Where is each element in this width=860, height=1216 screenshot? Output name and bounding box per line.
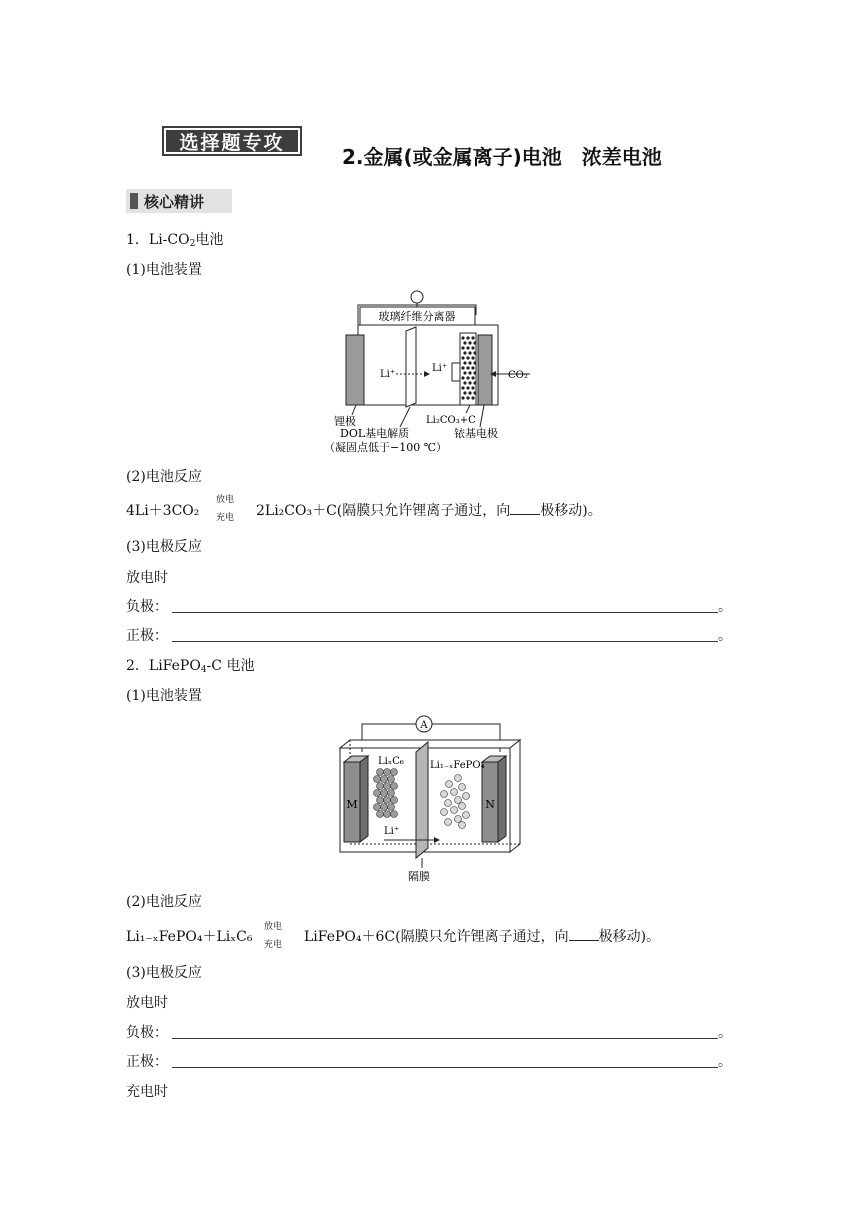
lithium-electrode [346,335,364,405]
electrolyte-note: （凝固点低于−100 ℃） [324,441,448,454]
lixc6-particles [374,769,398,818]
part2-sub3: (3)电极反应 [126,965,202,981]
part1-positive-period: 。 [718,628,732,644]
n-label: N [485,798,495,811]
part1-positive-label: 正极： [126,628,168,644]
part2-charge-time: 充电时 [126,1084,168,1100]
separator-label: 玻璃纤维分离器 [378,310,456,323]
part2-positive-period: 。 [718,1054,732,1070]
part1-negative-answer-line[interactable] [172,612,718,613]
part2-discharge-time: 放电时 [126,995,168,1011]
bulb-icon [411,291,423,303]
fepo4-particles [441,775,470,829]
li2co3-label: Li₂CO₃+C [426,415,476,426]
page-title: 2.金属(或金属离子)电池 浓差电池 [342,145,662,169]
part1-sub3: (3)电极反应 [126,539,202,555]
part2-discharge: 放电 [264,922,283,932]
part1-sub1: (1)电池装置 [126,262,202,278]
part2-reaction-left: Li₁₋ₓFePO₄＋LiₓC₆ [126,929,253,945]
membrane-label: 隔膜 [408,870,430,883]
lifepo4-diagram [330,712,530,884]
ir-electrode-label: 铱基电极 [454,427,498,440]
part1-positive-answer-line[interactable] [172,641,718,642]
part1-reaction-left: 4Li＋3CO₂ [126,503,200,519]
part2-positive-label: 正极： [126,1054,168,1070]
ammeter-label: A [420,720,428,731]
li-ion-left: Li⁺ [380,369,396,380]
co2-label: CO₂ [508,370,528,381]
li1xfepo4-label: Li₁₋ₓFePO₄ [430,760,485,771]
part2-reaction: LiFePO₄＋6C(隔膜只允许锂离子通过，向 极移动)。 [304,929,661,945]
answer-blank[interactable] [510,502,540,515]
li-ion-right: Li⁺ [432,363,448,374]
answer-blank[interactable] [569,928,599,941]
section-label: 核心精讲 [144,192,205,211]
part1-discharge: 放电 [216,495,235,505]
part2-negative-label: 负极： [126,1025,168,1041]
glass-fiber-separator [406,327,416,407]
m-label: M [346,798,358,811]
part2-negative-period: 。 [718,1025,732,1041]
part1-reaction: 2Li₂CO₃＋C(隔膜只允许锂离子通过，向 极移动)。 [256,503,602,519]
part2-positive-answer-line[interactable] [172,1067,718,1068]
part2-heading: 2．LiFePO$_4$-C 电池 [126,658,255,675]
li-ion-label: Li⁺ [384,826,400,837]
electrolyte-label: DOL基电解质 [340,427,410,440]
part1-negative-label: 负极： [126,599,168,615]
section-header [126,189,232,213]
section-bar-icon [130,193,138,209]
part2-sub1: (1)电池装置 [126,688,202,704]
li-co2-diagram [320,285,550,460]
part1-sub2: (2)电池反应 [126,469,202,485]
topic-badge [162,126,302,156]
part2-charge: 充电 [264,940,283,950]
membrane [416,742,428,858]
lixc6-label: LiₓC₆ [378,756,404,767]
topic-badge-label: 选择题专攻 [179,131,285,154]
part1-discharge-time: 放电时 [126,570,168,586]
part1-negative-period: 。 [718,599,732,615]
current-collector [478,335,492,405]
part1-heading: 1．$Li-CO_2$电池 [126,232,224,249]
part2-sub2: (2)电池反应 [126,894,202,910]
part2-negative-answer-line[interactable] [172,1038,718,1039]
lithium-electrode-label: 锂极 [334,415,356,428]
part1-charge: 充电 [216,513,235,523]
